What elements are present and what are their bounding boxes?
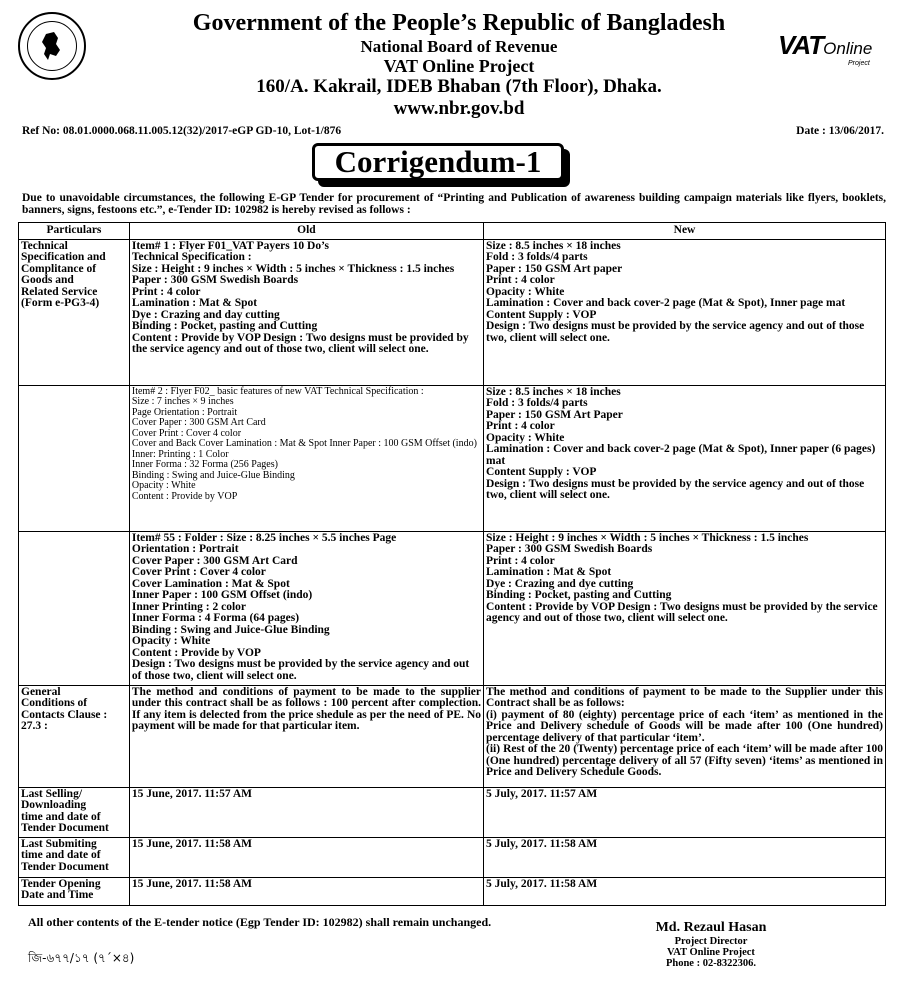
item2-old: Item# 2 : Flyer F02_ basic features of new VAT Technical Specification : Size : 7 inches × 9 inches Page Orientation : Portrait Cover Paper : 300 GSM Art Card Cover Print : Cover 4 color Cover and Back Cover Lamination : Mat & Spot Inner Paper : 100 GSM Offset (indo) Inner: Printing : 1 Color Inner Forma : 32 Forma (256 Pages) Binding : Swing and Juice-Glue Binding Opacity : White Content : Provide by VOP	[129, 385, 483, 531]
opening-old: 15 June, 2017. 11:58 AM	[129, 877, 483, 905]
project-name: VAT Online Project	[383, 56, 535, 76]
item1-old: Item# 1 : Flyer F01_VAT Payers 10 Do’s Technical Specification : Size : Height : 9 inches × Width : 5 inches × Thickness : 1.5 inches Paper : 300 GSM Swedish Boards Print : 4 color Lamination : Mat & Spot Dye : Crazing and day cutting Binding : Pocket, pasting and Cutting Content : Provide by VOP Design : Two designs must be provided by the service agency and out of those two, client will select one.	[129, 239, 483, 385]
signature-block	[600, 920, 822, 969]
signatory-name: Md. Rezaul Hasan	[655, 920, 767, 935]
header-old: Old	[129, 223, 483, 240]
selling-old: 15 June, 2017. 11:57 AM	[129, 787, 483, 837]
vat-online-logo: VATOnline Project	[778, 30, 873, 67]
header-new: New	[484, 223, 886, 240]
government-title: Government of the People’s Republic of Bangladesh	[192, 10, 726, 36]
table-row	[19, 837, 886, 877]
table-row	[19, 787, 886, 837]
signatory-role: Project Director	[674, 936, 748, 947]
selling-new: 5 July, 2017. 11:57 AM	[484, 787, 886, 837]
gcc-new: The method and conditions of payment to be made to the Supplier under this Contract shall be as follows: (i) payment of 80 (eighty) percentage price of each ‘item’ as mentioned in the Price and Delivery schedule of Goods will be made after 100 (One hundred) percentage delivery of that particular ‘item’. (ii) Rest of the 20 (Twenty) percentage price of each ‘item’ will be made after 100 (One hundred) percentage delivery of all 57 (Fifty seven) ‘items’ as mentioned in Price and Delivery Schedule Goods.	[484, 685, 886, 787]
item2-new: Size : 8.5 inches × 18 inches Fold : 3 folds/4 parts Paper : 150 GSM Art Paper Print : 4 color Opacity : White Lamination : Cover and back cover-2 page (Mat & Spot), Inner paper (6 pages) mat Content Supply : VOP Design : Two designs must be provided by the service agency and out of those two, client will select one.	[484, 385, 886, 531]
empty-cell	[19, 531, 130, 685]
signatory-phone: Phone : 02-8322306.	[665, 958, 757, 969]
submit-label: Last Submiting time and date of Tender Document	[19, 837, 130, 877]
website: www.nbr.gov.bd	[393, 98, 525, 119]
letterhead	[0, 10, 918, 120]
reference-line	[22, 125, 884, 137]
table-row	[19, 531, 886, 685]
table-row	[19, 685, 886, 787]
reference-number: Ref No: 08.01.0000.068.11.005.12(32)/2017-eGP GD-10, Lot-1/876	[22, 125, 342, 137]
gcc-old: The method and conditions of payment to be made to the supplier under this contract shall be as follows : 100 percent after complection. If any item is delected from the price shedule as per the need of PE. No payment will be made for that particular item.	[129, 685, 483, 787]
gcc-label: General Conditions of Contacts Clause : 27.3 :	[19, 685, 130, 787]
signatory-project: VAT Online Project	[667, 947, 755, 958]
corrigendum-heading: Corrigendum-1	[312, 143, 564, 181]
table-row	[19, 877, 886, 905]
item55-new: Size : Height : 9 inches × Width : 5 inches × Thickness : 1.5 inches Paper : 300 GSM Swedish Boards Print : 4 color Lamination : Mat & Spot Dye : Crazing and dye cutting Binding : Pocket, pasting and Cutting Content : Provide by VOP Design : Two designs must be provided by the service agency and out of those two, client will select one.	[484, 531, 886, 685]
spec-label: Technical Specification and Complitance of Goods and Related Service (Form e-PG3-4)	[19, 239, 130, 385]
board-name: National Board of Revenue	[360, 37, 558, 56]
revision-table	[18, 222, 886, 906]
print-code: জি-৬৭৭/১৭ (৭´×৪)	[28, 951, 135, 965]
item55-old: Item# 55 : Folder : Size : 8.25 inches × 5.5 inches Page Orientation : Portrait Cover Paper : 300 GSM Art Card Cover Print : Cover 4 color Cover Lamination : Mat & Spot Inner Paper : 100 GSM Offset (indo) Inner Printing : 2 color Inner Forma : 4 Forma (64 pages) Binding : Swing and Juice-Glue Binding Opacity : White Content : Provide by VOP Design : Two designs must be provided by the service agency and out of those two, client will select one.	[129, 531, 483, 685]
intro-paragraph: Due to unavoidable circumstances, the following E-GP Tender for procurement of “Printing and Publication of awareness building campaign materials like flyers, booklets, banners, signs, festoons etc.”, e-Tender ID: 102982 is hereby revised as follows :	[22, 192, 886, 216]
notice-date: Date : 13/06/2017.	[796, 125, 884, 137]
footnote: All other contents of the E-tender notice (Egp Tender ID: 102982) shall remain unchanged.	[28, 915, 492, 929]
item1-new: Size : 8.5 inches × 18 inches Fold : 3 folds/4 parts Paper : 150 GSM Art paper Print : 4 color Opacity : White Lamination : Cover and back cover-2 page (Mat & Spot), Inner page mat Content Supply : VOP Design : Two designs must be provided by the service agency and out of those two, client will select one.	[484, 239, 886, 385]
table-header-row	[19, 223, 886, 240]
address: 160/A. Kakrail, IDEB Bhaban (7th Floor), Dhaka.	[256, 76, 662, 97]
submit-new: 5 July, 2017. 11:58 AM	[484, 837, 886, 877]
table-row	[19, 385, 886, 531]
selling-label: Last Selling/ Downloading time and date of Tender Document	[19, 787, 130, 837]
opening-label: Tender Opening Date and Time	[19, 877, 130, 905]
opening-new: 5 July, 2017. 11:58 AM	[484, 877, 886, 905]
empty-cell	[19, 385, 130, 531]
table-row	[19, 239, 886, 385]
header-particulars: Particulars	[19, 223, 130, 240]
submit-old: 15 June, 2017. 11:58 AM	[129, 837, 483, 877]
